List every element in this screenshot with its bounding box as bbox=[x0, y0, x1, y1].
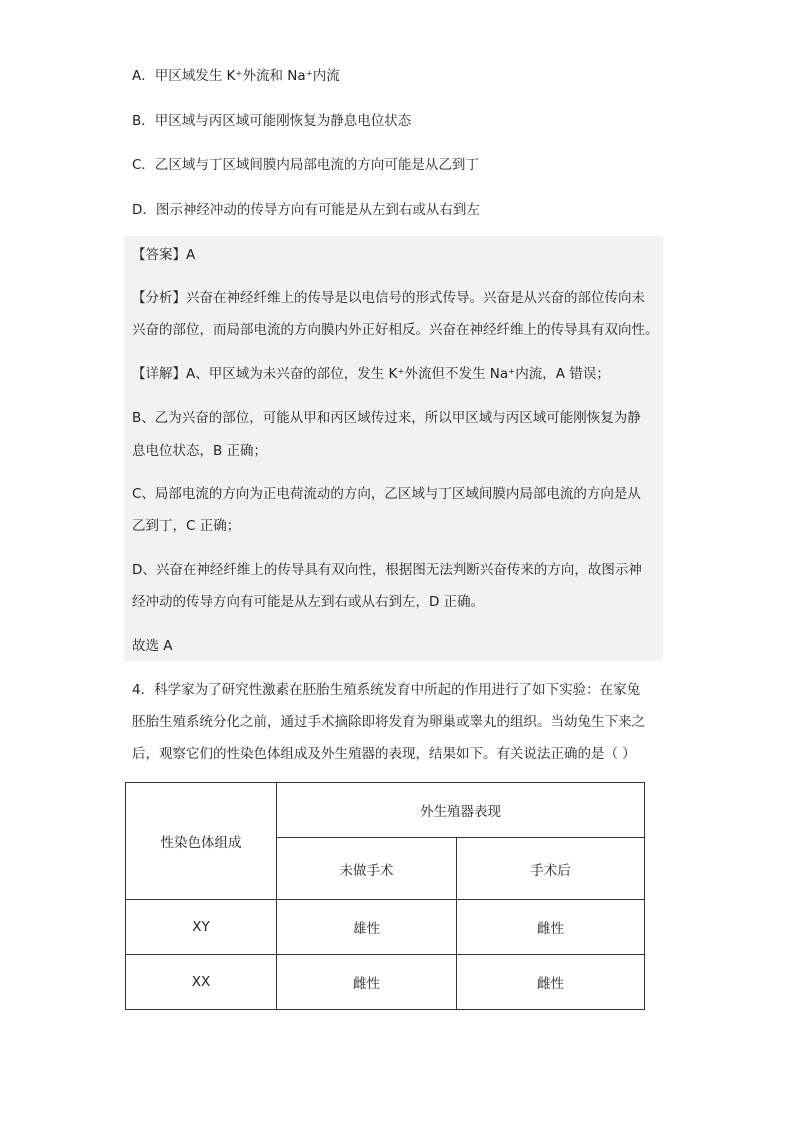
row-xx-after-surgery: 雌性 bbox=[457, 955, 645, 1010]
conclusion-line: 故选 A bbox=[132, 638, 173, 654]
detail-line-a: 【详解】A、甲区域为未兴奋的部位，发生 K⁺外流但不发生 Na⁺内流，A 错误； bbox=[132, 366, 610, 382]
header-chromosome: 性染色体组成 bbox=[126, 783, 277, 900]
header-after-surgery: 手术后 bbox=[457, 838, 645, 900]
question-4-line-2: 胚胎生殖系统分化之前，通过手术摘除即将发育为卵巢或睾丸的组织。当幼兔生下来之 bbox=[132, 714, 645, 730]
header-no-surgery: 未做手术 bbox=[277, 838, 457, 900]
detail-line-c2: 乙到丁，C 正确； bbox=[132, 518, 241, 534]
question-4-line-1: 4．科学家为了研究性激素在胚胎生殖系统发育中所起的作用进行了如下实验：在家兔 bbox=[132, 682, 641, 698]
row-xx-no-surgery: 雌性 bbox=[277, 955, 457, 1010]
analysis-line-1: 【分析】兴奋在神经纤维上的传导是以电信号的形式传导。兴奋是从兴奋的部位传向未 bbox=[132, 290, 645, 306]
analysis-line-2: 兴奋的部位，而局部电流的方向膜内外正好相反。兴奋在神经纤维上的传导具有双向性。 bbox=[132, 322, 659, 338]
option-b: B．甲区域与丙区域可能刚恢复为静息电位状态 bbox=[132, 113, 412, 129]
table-row bbox=[126, 900, 645, 955]
detail-line-c1: C、局部电流的方向为正电荷流动的方向，乙区域与丁区域间膜内局部电流的方向是从 bbox=[132, 486, 641, 502]
table-row bbox=[126, 955, 645, 1010]
row-xy-no-surgery: 雄性 bbox=[277, 900, 457, 955]
row-xy-after-surgery: 雌性 bbox=[457, 900, 645, 955]
option-a: A．甲区域发生 K⁺外流和 Na⁺内流 bbox=[132, 68, 340, 84]
detail-line-d1: D、兴奋在神经纤维上的传导具有双向性，根据图无法判断兴奋传来的方向，故图示神 bbox=[132, 562, 642, 578]
option-d: D．图示神经冲动的传导方向有可能是从左到右或从右到左 bbox=[132, 202, 480, 218]
option-c: C．乙区域与丁区域间膜内局部电流的方向可能是从乙到丁 bbox=[132, 157, 479, 173]
results-table bbox=[125, 782, 645, 1010]
answer-line: 【答案】A bbox=[132, 247, 196, 263]
row-xx-chromosome: XX bbox=[126, 955, 277, 1010]
detail-line-d2: 经冲动的传导方向有可能是从左到右或从右到左，D 正确。 bbox=[132, 594, 485, 610]
detail-line-b2: 息电位状态，B 正确； bbox=[132, 443, 268, 459]
detail-line-b1: B、乙为兴奋的部位，可能从甲和丙区域传过来，所以甲区域与丙区域可能刚恢复为静 bbox=[132, 410, 641, 426]
row-xy-chromosome: XY bbox=[126, 900, 277, 955]
question-4-line-3: 后，观察它们的性染色体组成及外生殖器的表现，结果如下。有关说法正确的是（ ） bbox=[132, 746, 636, 762]
header-external-genitalia: 外生殖器表现 bbox=[277, 783, 645, 838]
